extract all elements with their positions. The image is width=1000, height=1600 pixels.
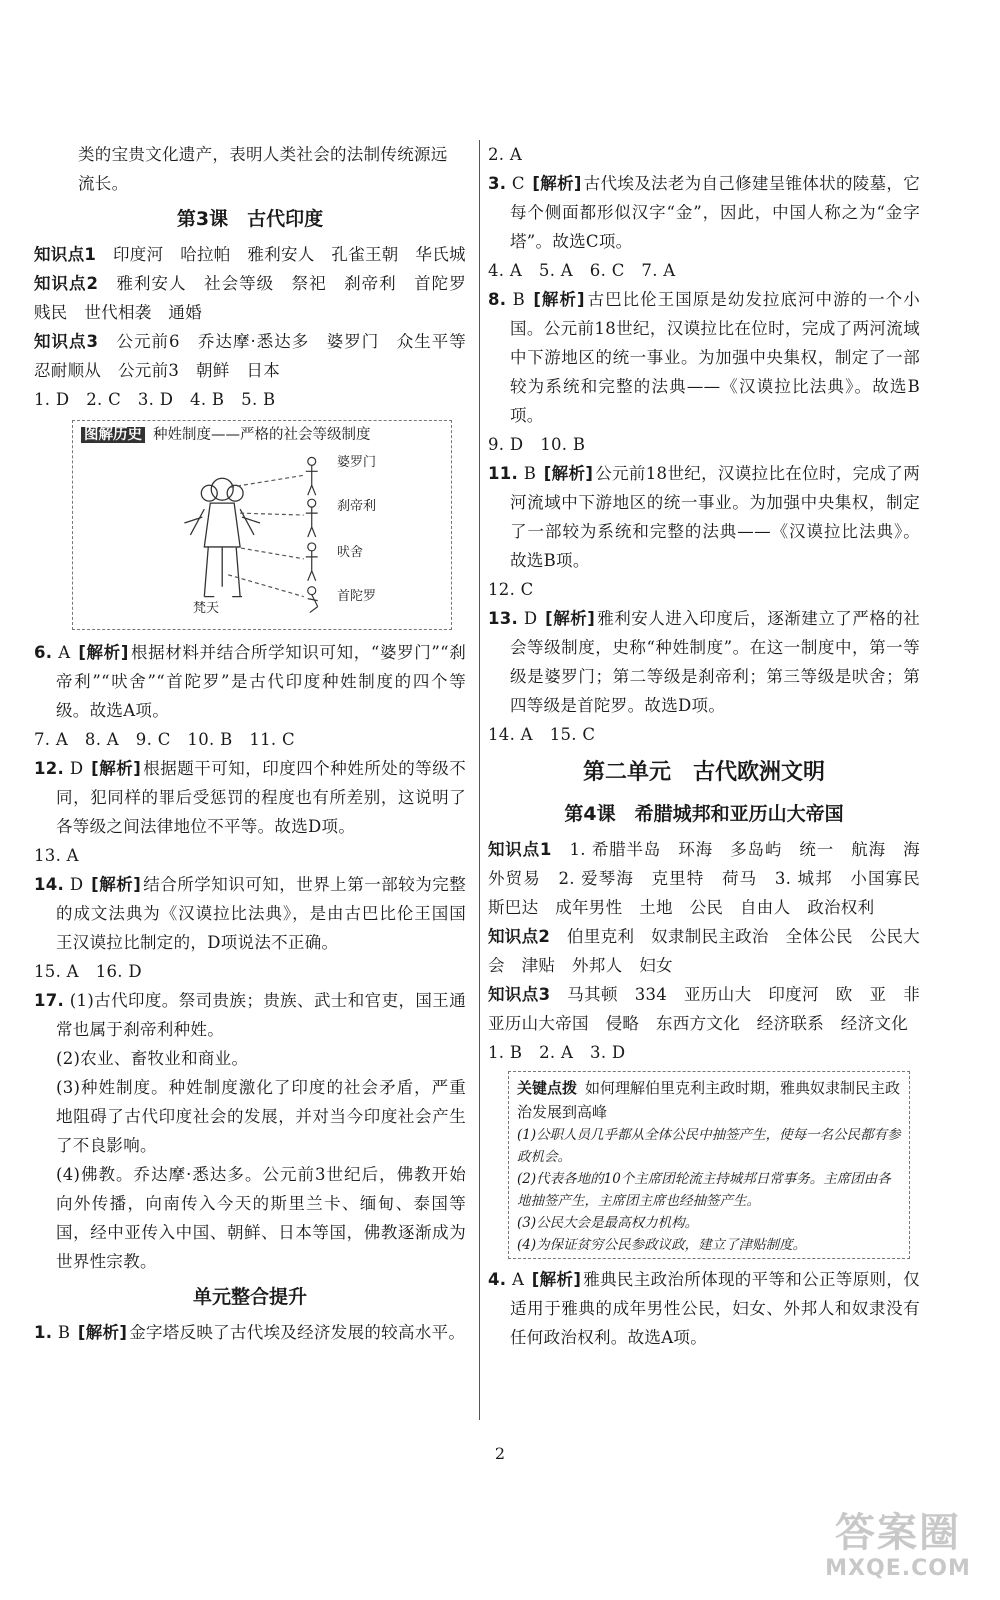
question-4-lesson4: 4. A [ 解析 ] 雅典民主政治所体现的平等和公正等原则，仅适用于雅典的成年男性公民，妇女、外邦人和奴隶没有任何政治权利。故选A项。 <box>488 1265 920 1352</box>
question-13: 13. D [ 解析 ] 雅利安人进入印度后，逐渐建立了严格的社会等级制度，史称“种姓制度”。在这一制度中，第一等级是婆罗门；第二等级是刹帝利；第三等级是吠舍；第四等级是首陀罗。故选D项。 <box>488 604 920 720</box>
left-column <box>34 140 483 1347</box>
question-8: 8. B [ 解析 ] 古巴比伦王国原是幼发拉底河中游的一个小国。公元前18世纪，汉谟拉比在位时，完成了两河流域中下游地区的统一事业。为加强中央集权，制定了一部较为系统和完整的法典——《汉谟拉比法典》。故选B项。 <box>488 285 920 430</box>
watermark-logo <box>808 1510 988 1582</box>
key-point-line: (3)公民大会是最高权力机构。 <box>517 1215 699 1231</box>
knowledge-point-2-lesson4: 知识点2 伯里克利 奴隶制民主政治 全体公民 公民大会 津贴 外邦人 妇女 <box>488 927 920 975</box>
question-17-part4: (4)佛教。乔达摩·悉达多。公元前3世纪后，佛教开始向外传播，向南传入今天的斯里兰卡、缅甸、泰国等国，经中亚传入中国、朝鲜、日本等国，佛教逐渐成为世界性宗教。 <box>56 1165 466 1271</box>
knowledge-point-1-lesson4: 知识点1 1. 希腊半岛 环海 多岛屿 统一 航海 海外贸易 2. 爱琴海 克里特 荷马 3. 城邦 小国寡民 斯巴达 成年男性 土地 公民 自由人 政治权利 <box>488 840 937 917</box>
question-17-part2: (2)农业、畜牧业和商业。 <box>56 1049 249 1068</box>
question-17-part1: 17. (1)古代印度。祭司贵族；贵族、武士和官吏，国王通常也属于刹帝利种姓。 <box>34 991 467 1039</box>
caste-links <box>228 475 304 596</box>
question-3: 3. C [ 解析 ] 古代埃及法老为自己修建呈锥体状的陵墓，它每个侧面都形似汉字“金”，因此，中国人称之为“金字塔”。故选C项。 <box>488 169 920 256</box>
caste-label-shudra: 首陀罗 <box>337 589 377 604</box>
knowledge-point-3: 知识点3 公元前6 乔达摩·悉达多 婆罗门 众生平等 忍耐顺从 公元前3 朝鲜 日本 <box>34 332 483 380</box>
brahma-label: 梵天 <box>193 601 220 616</box>
answers-7-11: 7. A 8. A 9. C 10. B 11. C <box>34 730 295 749</box>
lesson4-title: 第4课 希腊城邦和亚历山大帝国 <box>564 803 844 825</box>
key-point-line: (2)代表各地的10个主席团轮流主持城邦日常事务。主席团由各地抽签产生，主席团主席也经抽签产生。 <box>517 1171 891 1209</box>
unit-question-1: 1. B [ 解析 ] 金字塔反映了古代埃及经济发展的较高水平。 <box>34 1318 466 1347</box>
unit2-title: 第二单元 古代欧洲文明 <box>582 760 825 785</box>
answers-4-7: 4. A 5. A 6. C 7. A <box>488 261 676 280</box>
brahma-figure-icon <box>184 478 260 596</box>
caste-illustration <box>73 447 451 617</box>
question-11: 11. B [ 解析 ] 公元前18世纪，汉谟拉比在位时，完成了两河流域中下游地区的统一事业。为加强中央集权，制定了一部较为系统和完整的法典——《汉谟拉比法典》。故选B项。 <box>488 459 920 575</box>
right-column <box>488 140 937 1352</box>
key-point-line: (4)为保证贫穷公民参政议政，建立了津贴制度。 <box>517 1237 807 1253</box>
caste-label-kshatriya: 刹帝利 <box>337 499 377 514</box>
answer-13: 13. A <box>34 846 79 865</box>
answers-15-16: 15. A 16. D <box>34 962 142 981</box>
caste-label-vaishya: 吠舍 <box>337 545 364 560</box>
question-6: 6. A [ 解析 ] 根据材料并结合所学知识可知，“婆罗门”“刹帝利”“吠舍”“首陀罗”是古代印度种姓制度的四个等级。故选A项。 <box>34 638 466 725</box>
knowledge-point-3-lesson4: 知识点3 马其顿 334 亚历山大 印度河 欧 亚 非 亚历山大帝国 侵略 东西方文化 经济联系 经济文化 <box>488 985 937 1033</box>
answers-14-15: 14. A 15. C <box>488 725 596 744</box>
caste-diagram <box>73 447 451 617</box>
answer-2: 2. A <box>488 145 523 164</box>
answers-1-3: 1. B 2. A 3. D <box>488 1043 626 1062</box>
key-point-line: (1)公职人员几乎都从全体公民中抽签产生，使每一名公民都有参政机会。 <box>517 1127 901 1165</box>
caste-figure-box <box>72 420 452 630</box>
figure-title: 图解历史 种姓制度——严格的社会等级制度 <box>81 425 443 445</box>
knowledge-point-2: 知识点2 雅利安人 社会等级 祭祀 刹帝利 首陀罗 贱民 世代相袭 通婚 <box>34 274 483 322</box>
answer-12: 12. C <box>488 580 534 599</box>
key-point-box <box>508 1071 910 1259</box>
question-17-part3: (3)种姓制度。种姓制度激化了印度的社会矛盾，严重地阻碍了古代印度社会的发展，并对当今印度社会产生了不良影响。 <box>56 1078 466 1155</box>
intro-line: 类的宝贵文化遗产，表明人类社会的法制传统源远 流长。 <box>78 145 448 193</box>
page-number: 2 <box>494 1444 506 1463</box>
caste-label-brahmin: 婆罗门 <box>337 455 377 470</box>
unit-review-title: 单元整合提升 <box>192 1286 307 1308</box>
answers-1-5: 1. D 2. C 3. D 4. B 5. B <box>34 390 276 409</box>
key-point-title: 关键点拨 如何理解伯里克利主政时期，雅典奴隶制民主政治发展到高峰 <box>517 1079 901 1121</box>
question-14: 14. D [ 解析 ] 结合所学知识可知，世界上第一部较为完整的成文法典为《汉谟拉比法典》，是由古巴比伦王国国王汉谟拉比制定的，D项说法不正确。 <box>34 870 466 957</box>
question-12: 12. D [ 解析 ] 根据题干可知，印度四个种姓所处的等级不同，犯同样的罪后受惩罚的程度也有所差别，这说明了各等级之间法律地位不平等。故选D项。 <box>34 754 466 841</box>
watermark-line2: MXQE.COM <box>825 1556 971 1581</box>
lesson3-title: 第3课 古代印度 <box>176 208 324 230</box>
watermark-line1: 答案圈 <box>835 1510 961 1556</box>
answers-9-10: 9. D 10. B <box>488 435 586 454</box>
caste-figures <box>306 457 318 612</box>
knowledge-point-1: 知识点1 印度河 哈拉帕 雅利安人 孔雀王朝 华氏城 <box>34 245 466 264</box>
